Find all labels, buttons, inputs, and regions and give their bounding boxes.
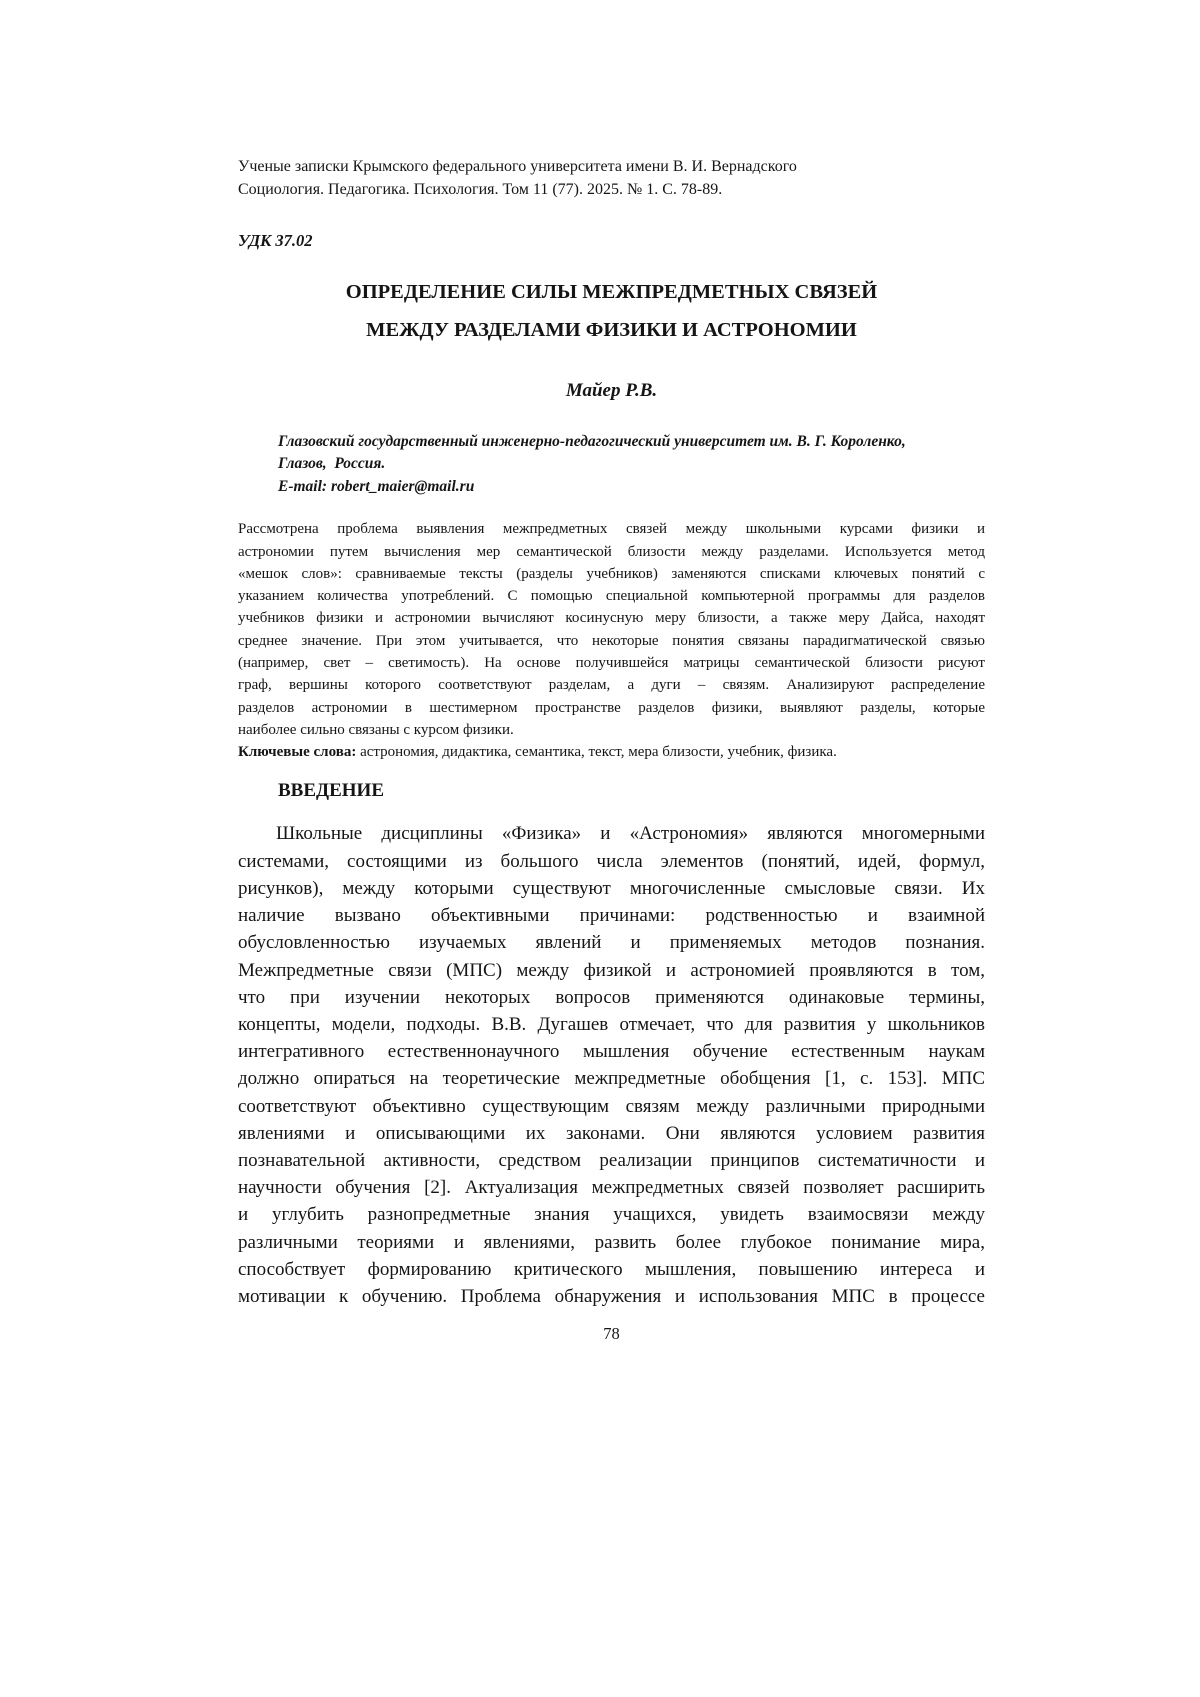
journal-header-line: Социология. Педагогика. Психология. Том 11 (77). 2025. № 1. С. 78-89. bbox=[238, 180, 723, 198]
abstract-line: среднее значение. При этом учитывается, что некоторые понятия связаны парадигматической связью bbox=[238, 632, 985, 649]
affiliation-line: E-mail: robert_maier@mail.ru bbox=[278, 477, 475, 495]
keywords-label: Ключевые слова: bbox=[238, 744, 357, 761]
keywords-text: астрономия, дидактика, семантика, текст, мера близости, учебник, физика. bbox=[356, 744, 837, 761]
body-line: концепты, модели, подходы. В.В. Дугашев отмечает, что для развития у школьников bbox=[238, 1013, 985, 1035]
body-paragraph bbox=[238, 820, 985, 1310]
article-title-line: МЕЖДУ РАЗДЕЛАМИ ФИЗИКИ И АСТРОНОМИИ bbox=[366, 319, 857, 341]
affiliation-line: Глазов, Россия. bbox=[278, 455, 386, 473]
body-line: и углубить разнопредметные знания учащихся, увидеть взаимосвязи между bbox=[238, 1204, 985, 1226]
body-line: Школьные дисциплины «Физика» и «Астрономия» являются многомерными bbox=[276, 823, 985, 845]
author-name: Майер Р.В. bbox=[565, 380, 658, 401]
section-heading-introduction: ВВЕДЕНИЕ bbox=[278, 780, 384, 802]
body-line: интегративного естественнонаучного мышления обучение естественным наукам bbox=[238, 1041, 985, 1063]
abstract bbox=[238, 518, 985, 741]
journal-header-line: Ученые записки Крымского федерального университета имени В. И. Вернадского bbox=[238, 158, 797, 175]
body-line: рисунков), между которыми существуют многочисленные смысловые связи. Их bbox=[238, 877, 985, 899]
body-line: различными теориями и явлениями, развить более глубокое понимание мира, bbox=[238, 1231, 985, 1253]
body-line: системами, состоящими из большого числа элементов (понятий, идей, формул, bbox=[238, 850, 985, 872]
body-line: мотивации к обучению. Проблема обнаружения и использования МПС в процессе bbox=[238, 1285, 985, 1307]
abstract-line: граф, вершины которого соответствуют разделам, а дуги – связям. Анализируют распределение bbox=[238, 677, 985, 694]
udc-label: УДК 37.02 bbox=[238, 231, 313, 250]
abstract-line: «мешок слов»: сравниваемые тексты (разделы учебников) заменяются списками ключевых понятий с bbox=[238, 565, 985, 582]
abstract-line: (например, свет – светимость). На основе получившейся матрицы семантической близости рисуют bbox=[238, 655, 985, 671]
body-line: познавательной активности, средством реализации принципов систематичности и bbox=[238, 1149, 985, 1171]
affiliation-line: Глазовский государственный инженерно-педагогический университет им. В. Г. Короленко, bbox=[278, 433, 906, 450]
abstract-line: разделов астрономии в шестимерном пространстве разделов физики, выявляют разделы, которые bbox=[238, 699, 985, 716]
article-title-line: ОПРЕДЕЛЕНИЕ СИЛЫ МЕЖПРЕДМЕТНЫХ СВЯЗЕЙ bbox=[345, 281, 878, 303]
journal-header bbox=[238, 156, 985, 201]
body-line: что при изучении некоторых вопросов применяются одинаковые термины, bbox=[238, 986, 985, 1008]
body-line: научности обучения [2]. Актуализация межпредметных связей позволяет расширить bbox=[238, 1177, 985, 1199]
body-line: Межпредметные связи (МПС) между физикой и астрономией проявляются в том, bbox=[238, 959, 985, 981]
abstract-line: наиболее сильно связаны с курсом физики. bbox=[238, 721, 514, 738]
abstract-line: астрономии путем вычисления мер семантической близости между разделами. Используется метод bbox=[238, 543, 985, 560]
article-title bbox=[238, 273, 985, 349]
abstract-line: указанием количества употреблений. С помощью специальной компьютерной программы для разделов bbox=[238, 588, 985, 605]
body-line: явлениями и описывающими их законами. Они являются условием развития bbox=[238, 1122, 985, 1144]
body-line: способствует формированию критического мышления, повышению интереса и bbox=[238, 1258, 985, 1280]
affiliation bbox=[238, 431, 985, 498]
body-line: наличие вызвано объективными причинами: родственностью и взаимной bbox=[238, 905, 985, 927]
body-line: должно опираться на теоретические межпредметные обобщения [1, с. 153]. МПС bbox=[238, 1068, 985, 1090]
body-line: обусловленностью изучаемых явлений и применяемых методов познания. bbox=[238, 932, 985, 954]
body-line: соответствуют объективно существующим связям между различными природными bbox=[238, 1095, 985, 1117]
abstract-line: учебников физики и астрономии вычисляют косинусную меру близости, а также меру Дайса, находят bbox=[238, 610, 985, 627]
keywords bbox=[238, 741, 985, 763]
page-number: 78 bbox=[603, 1324, 620, 1344]
abstract-line: Рассмотрена проблема выявления межпредметных связей между школьными курсами физики и bbox=[238, 521, 985, 538]
